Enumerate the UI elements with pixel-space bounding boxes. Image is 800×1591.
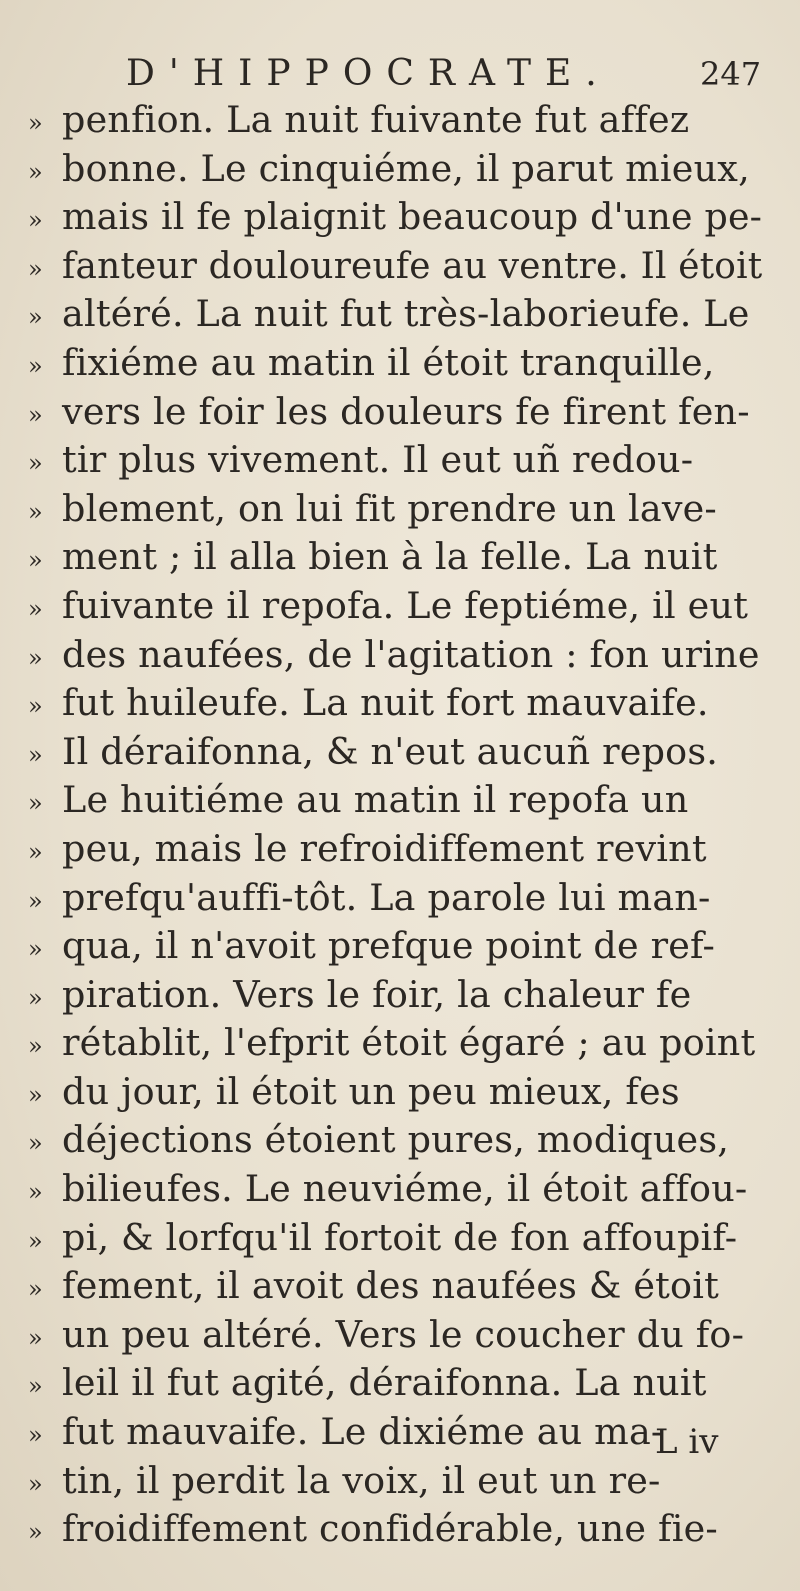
text-line bbox=[28, 96, 768, 145]
text-line bbox=[28, 1116, 768, 1165]
line-text: penfion. La nuit fuivante fut affez bbox=[62, 98, 690, 141]
line-text: bonne. Le cinquiéme, il parut mieux, bbox=[62, 146, 750, 190]
line-text: leil il fut agité, déraifonna. La nuit bbox=[62, 1361, 707, 1405]
text-line bbox=[28, 388, 768, 437]
running-title: D'HIPPOCRATE. bbox=[126, 53, 611, 94]
line-text: qua, il n'avoit prefque point de ref- bbox=[62, 924, 715, 968]
line-text: piration. Vers le foir, la chaleur fe bbox=[62, 972, 692, 1016]
quotation-mark: » bbox=[28, 1421, 43, 1450]
quotation-mark: » bbox=[28, 789, 43, 818]
quotation-mark: » bbox=[28, 351, 43, 380]
text-line bbox=[28, 193, 768, 242]
text-line bbox=[28, 339, 768, 388]
line-text: mais il fe plaignit beaucoup d'une pe- bbox=[62, 195, 763, 239]
line-text: des naufées, de l'agitation : fon urine bbox=[62, 632, 760, 676]
text-line bbox=[28, 145, 768, 194]
line-text: rétablit, l'efprit étoit égaré ; au point bbox=[62, 1021, 756, 1065]
quotation-mark: » bbox=[28, 1275, 43, 1304]
text-line bbox=[28, 922, 768, 971]
quotation-mark: » bbox=[28, 400, 43, 429]
line-text: prefqu'auffi-tôt. La parole lui man- bbox=[62, 875, 711, 919]
text-line bbox=[28, 1311, 768, 1360]
text-line bbox=[28, 825, 768, 874]
text-line bbox=[28, 631, 768, 680]
text-line bbox=[28, 1068, 768, 1117]
quotation-mark: » bbox=[28, 837, 43, 866]
body-text bbox=[28, 96, 768, 1554]
quotation-mark: » bbox=[28, 303, 43, 332]
quotation-mark: » bbox=[28, 206, 43, 235]
quotation-mark: » bbox=[28, 1032, 43, 1061]
quotation-mark: » bbox=[28, 740, 43, 769]
text-line bbox=[28, 533, 768, 582]
text-line bbox=[28, 1359, 768, 1408]
text-line bbox=[28, 776, 768, 825]
line-text: pi, & lorfqu'il fortoit de fon affoupif- bbox=[62, 1215, 738, 1259]
text-line bbox=[28, 728, 768, 777]
line-text: fut huileufe. La nuit fort mauvaife. bbox=[62, 681, 709, 725]
quotation-mark: » bbox=[28, 449, 43, 478]
quotation-mark: » bbox=[28, 1129, 43, 1158]
line-text: tin, il perdit la voix, il eut un re- bbox=[62, 1458, 661, 1502]
line-text: Il déraifonna, & n'eut aucuñ repos. bbox=[62, 729, 719, 773]
line-text: fanteur douloureufe au ventre. Il étoit bbox=[62, 243, 763, 287]
quotation-mark: » bbox=[28, 109, 43, 137]
text-line bbox=[28, 1165, 768, 1214]
quotation-mark: » bbox=[28, 1226, 43, 1255]
catchword: L iv bbox=[655, 1422, 719, 1462]
line-text: ment ; il alla bien à la felle. La nuit bbox=[62, 535, 718, 579]
line-text: du jour, il étoit un peu mieux, fes bbox=[62, 1069, 680, 1113]
quotation-mark: » bbox=[28, 497, 43, 526]
text-line bbox=[28, 436, 768, 485]
quotation-mark: » bbox=[28, 254, 43, 283]
quotation-mark: » bbox=[28, 886, 43, 915]
line-text: fixiéme au matin il étoit tranquille, bbox=[62, 340, 715, 384]
line-text: déjections étoient pures, modiques, bbox=[62, 1118, 730, 1162]
page-header bbox=[0, 48, 800, 100]
quotation-mark: » bbox=[28, 1178, 43, 1207]
quotation-mark: » bbox=[28, 1469, 43, 1498]
quotation-mark: » bbox=[28, 546, 43, 575]
line-text: altéré. La nuit fut très-laborieufe. Le bbox=[62, 292, 750, 336]
line-text: vers le foir les douleurs fe firent fen- bbox=[62, 389, 750, 433]
text-line bbox=[28, 971, 768, 1020]
text-line bbox=[28, 679, 768, 728]
line-text: tir plus vivement. Il eut uñ redou- bbox=[62, 438, 694, 482]
line-text: fut mauvaife. Le dixiéme au ma- bbox=[62, 1410, 664, 1454]
quotation-mark: » bbox=[28, 157, 43, 186]
line-text: fuivante il repofa. Le feptiéme, il eut bbox=[62, 583, 749, 627]
quotation-mark: » bbox=[28, 692, 43, 721]
line-text: bilieufes. Le neuviéme, il étoit affou- bbox=[62, 1167, 748, 1211]
text-line bbox=[28, 1505, 768, 1554]
text-line bbox=[28, 290, 768, 339]
text-line bbox=[28, 1262, 768, 1311]
page-number: 247 bbox=[700, 55, 762, 93]
line-text: peu, mais le refroidiffement revint bbox=[62, 826, 707, 870]
line-text: fement, il avoit des naufées & étoit bbox=[62, 1264, 719, 1308]
quotation-mark: » bbox=[28, 983, 43, 1012]
quotation-mark: » bbox=[28, 1080, 43, 1109]
text-line bbox=[28, 874, 768, 923]
line-text: Le huitiéme au matin il repofa un bbox=[62, 778, 689, 822]
text-line bbox=[28, 1019, 768, 1068]
line-text: blement, on lui fit prendre un lave- bbox=[62, 486, 717, 530]
line-text: froidiffement confidérable, une fie- bbox=[62, 1507, 718, 1551]
text-line bbox=[28, 1214, 768, 1263]
text-line bbox=[28, 582, 768, 631]
text-line bbox=[28, 242, 768, 291]
quotation-mark: » bbox=[28, 935, 43, 964]
line-text: un peu altéré. Vers le coucher du fo- bbox=[62, 1312, 745, 1356]
quotation-mark: » bbox=[28, 1372, 43, 1401]
quotation-mark: » bbox=[28, 1323, 43, 1352]
quotation-mark: » bbox=[28, 1518, 43, 1547]
quotation-mark: » bbox=[28, 594, 43, 623]
quotation-mark: » bbox=[28, 643, 43, 672]
text-line bbox=[28, 485, 768, 534]
